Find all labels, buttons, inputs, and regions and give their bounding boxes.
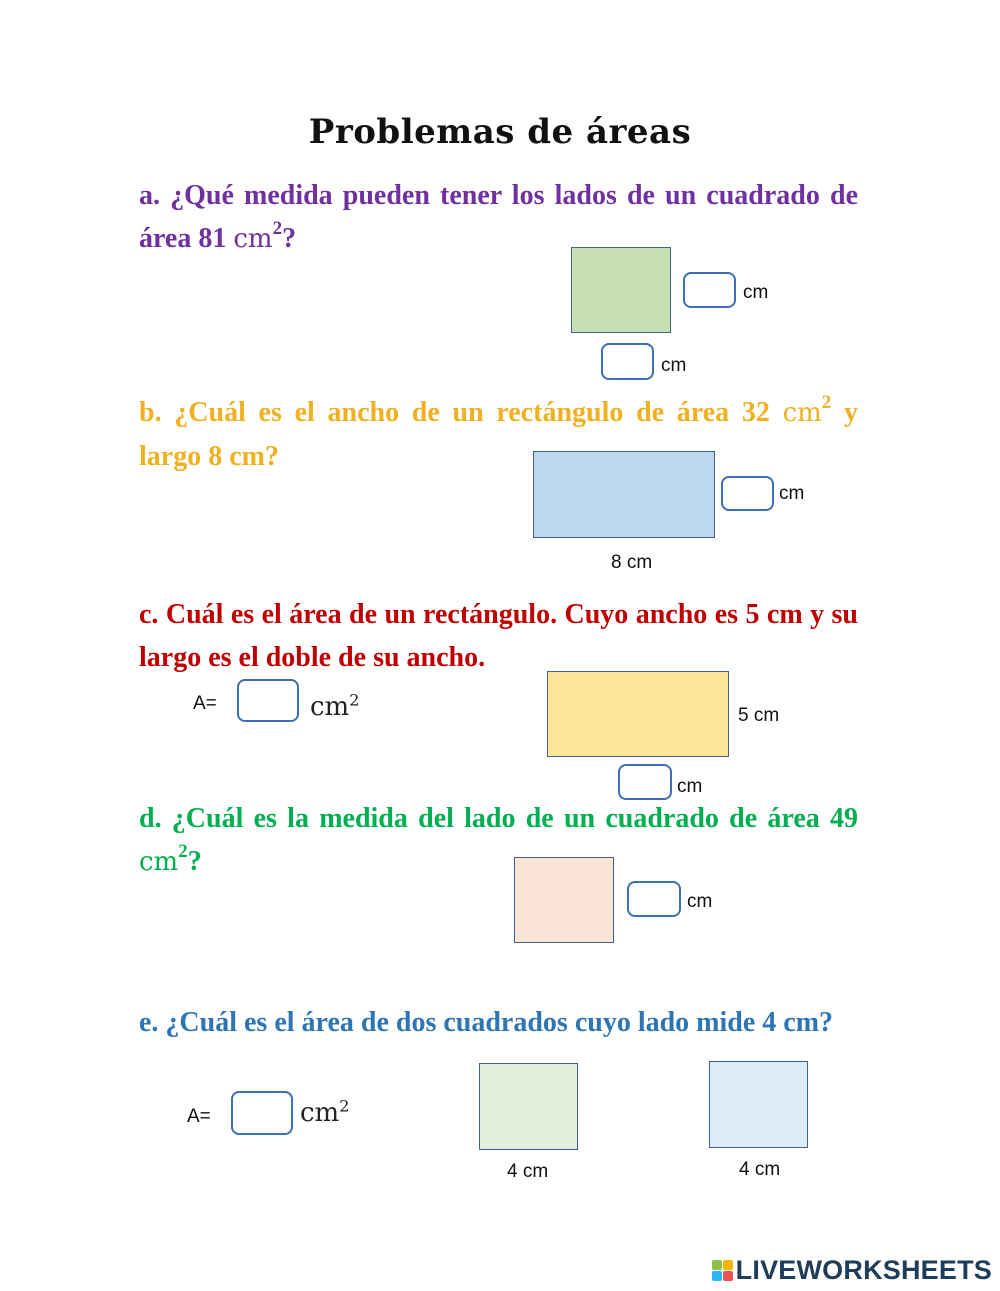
question-b-text: b. ¿Cuál es el ancho de un rectángulo de área 32 bbox=[139, 397, 770, 428]
answer-box-d-side[interactable] bbox=[627, 881, 681, 917]
answer-box-c-bottom[interactable] bbox=[618, 764, 672, 800]
label-b-side: cm bbox=[779, 483, 805, 504]
area-unit-e-text: cm bbox=[300, 1098, 340, 1128]
answer-box-e-area[interactable] bbox=[231, 1091, 293, 1135]
question-e bbox=[139, 1001, 858, 1044]
area-label-c: A= bbox=[193, 693, 217, 714]
label-b-bottom: 8 cm bbox=[611, 552, 653, 573]
question-d-exp: 2 bbox=[178, 840, 188, 862]
answer-box-a-side[interactable] bbox=[683, 272, 736, 308]
answer-box-a-bottom[interactable] bbox=[601, 343, 654, 380]
label-d-side: cm bbox=[687, 891, 713, 912]
rectangle-b bbox=[533, 451, 715, 538]
liveworksheets-logo bbox=[712, 1255, 992, 1286]
question-e-text: e. ¿Cuál es el área de dos cuadrados cuyo lado mide 4 cm? bbox=[139, 1007, 834, 1038]
question-a-text: a. ¿Qué medida pueden tener los lados de un cuadrado de área 81 bbox=[139, 180, 858, 254]
question-b bbox=[139, 391, 858, 478]
area-unit-c bbox=[310, 692, 359, 722]
question-b-unit: cm bbox=[782, 398, 822, 428]
answer-box-c-area[interactable] bbox=[237, 679, 299, 722]
answer-box-b-side[interactable] bbox=[721, 476, 774, 511]
square-e-1 bbox=[479, 1063, 578, 1150]
question-b-tail: y largo 8 cm? bbox=[139, 397, 859, 472]
question-d-tail: ? bbox=[187, 846, 202, 877]
question-b-exp: 2 bbox=[821, 391, 832, 413]
label-c-bottom: cm bbox=[677, 776, 703, 797]
question-d-unit: cm bbox=[139, 847, 179, 877]
area-unit-c-exp: 2 bbox=[349, 690, 360, 710]
label-a-side: cm bbox=[743, 282, 769, 303]
question-d bbox=[139, 797, 858, 884]
label-e-square-1: 4 cm bbox=[507, 1161, 549, 1182]
question-a-unit: cm bbox=[233, 224, 273, 254]
page-title: Problemas de áreas bbox=[308, 112, 692, 152]
square-e-2 bbox=[709, 1061, 808, 1148]
square-d bbox=[514, 857, 614, 943]
rectangle-c bbox=[547, 671, 729, 757]
label-a-bottom: cm bbox=[661, 355, 687, 376]
question-d-text: d. ¿Cuál es la medida del lado de un cuadrado de área 49 bbox=[139, 803, 858, 834]
question-c-text: c. Cuál es el área de un rectángulo. Cuyo ancho es 5 cm y su largo es el doble de su ancho. bbox=[139, 599, 858, 673]
area-label-e: A= bbox=[187, 1106, 211, 1127]
question-c bbox=[139, 593, 858, 679]
logo-text: LIVEWORKSHEETS bbox=[735, 1255, 992, 1285]
question-a-tail: ? bbox=[282, 223, 297, 254]
question-a bbox=[139, 174, 858, 261]
area-unit-e-exp: 2 bbox=[339, 1096, 350, 1116]
square-a bbox=[571, 247, 671, 333]
area-unit-c-text: cm bbox=[310, 692, 350, 722]
question-a-exp: 2 bbox=[272, 217, 283, 239]
label-c-side: 5 cm bbox=[738, 705, 780, 726]
logo-blocks-icon bbox=[712, 1260, 733, 1281]
label-e-square-2: 4 cm bbox=[739, 1159, 781, 1180]
area-unit-e bbox=[300, 1098, 349, 1128]
